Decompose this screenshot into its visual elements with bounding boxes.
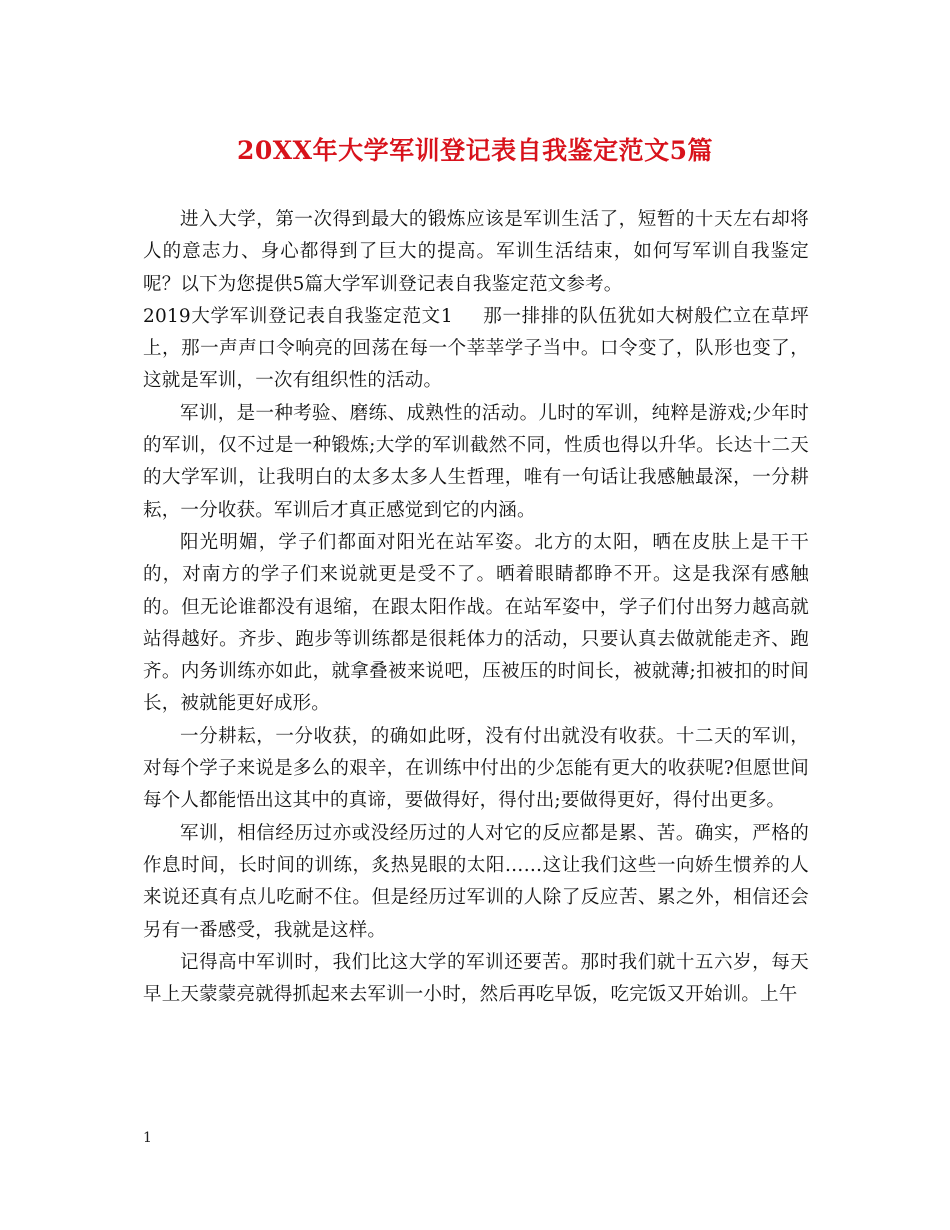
body-paragraph-1: 军训，是一种考验、磨练、成熟性的活动。儿时的军训，纯粹是游戏;少年时的军训，仅不过是一种锻炼;大学的军训截然不同，性质也得以升华。长达十二天的大学军训，让我明白的太多太多人生哲理，唯有一句话让我感触最深，一分耕耘，一分收获。军训后才真正感觉到它的内涵。 [143, 402, 809, 521]
section-heading: 2019大学军训登记表自我鉴定范文1 [143, 305, 453, 327]
body-paragraph-2: 阳光明媚，学子们都面对阳光在站军姿。北方的太阳，晒在皮肤上是干干的，对南方的学子们来说就更是受不了。晒着眼睛都睁不开。这是我深有感触的。但无论谁都没有退缩，在跟太阳作战。在站军姿中，学子们付出努力越高就站得越好。齐步、跑步等训练都是很耗体力的活动，只要认真去做就能走齐、跑齐。内务训练亦如此，就拿叠被来说吧，压被压的时间长，被就薄;扣被扣的时间长，被就能更好成形。 [143, 531, 809, 715]
document-title: 20XX年大学军训登记表自我鉴定范文5篇 [237, 136, 713, 165]
body-paragraph-4: 军训，相信经历过亦或没经历过的人对它的反应都是累、苦。确实，严格的作息时间，长时间的训练，炙热晃眼的太阳……这让我们这些一向娇生惯养的人来说还真有点儿吃耐不住。但是经历过军训的人除了反应苦、累之外，相信还会另有一番感受，我就是这样。 [143, 822, 809, 941]
intro-paragraph: 进入大学，第一次得到最大的锻炼应该是军训生活了，短暂的十天左右却将人的意志力、身心都得到了巨大的提高。军训生活结束，如何写军训自我鉴定呢？以下为您提供5篇大学军训登记表自我鉴定范文参考。 [143, 209, 809, 295]
document-body [143, 204, 809, 1011]
body-paragraph-3: 一分耕耘，一分收获，的确如此呀，没有付出就没有收获。十二天的军训，对每个学子来说是多么的艰辛，在训练中付出的少怎能有更大的收获呢?但愿世间每个人都能悟出这其中的真谛，要做得好，得付出;要做得更好，得付出更多。 [143, 725, 809, 812]
section-first-paragraph [143, 301, 809, 398]
body-paragraph-5: 记得高中军训时，我们比这大学的军训还要苦。那时我们就十五六岁，每天早上天蒙蒙亮就得抓起来去军训一小时，然后再吃早饭，吃完饭又开始训。上午 [143, 951, 809, 1006]
section-first-text: 那一排排的队伍犹如大树般伫立在草坪上，那一声声口令响亮的回荡在每一个莘莘学子当中。口令变了，队形也变了，这就是军训，一次有组织性的活动。 [143, 305, 810, 392]
page-number: 1 [143, 1130, 152, 1146]
